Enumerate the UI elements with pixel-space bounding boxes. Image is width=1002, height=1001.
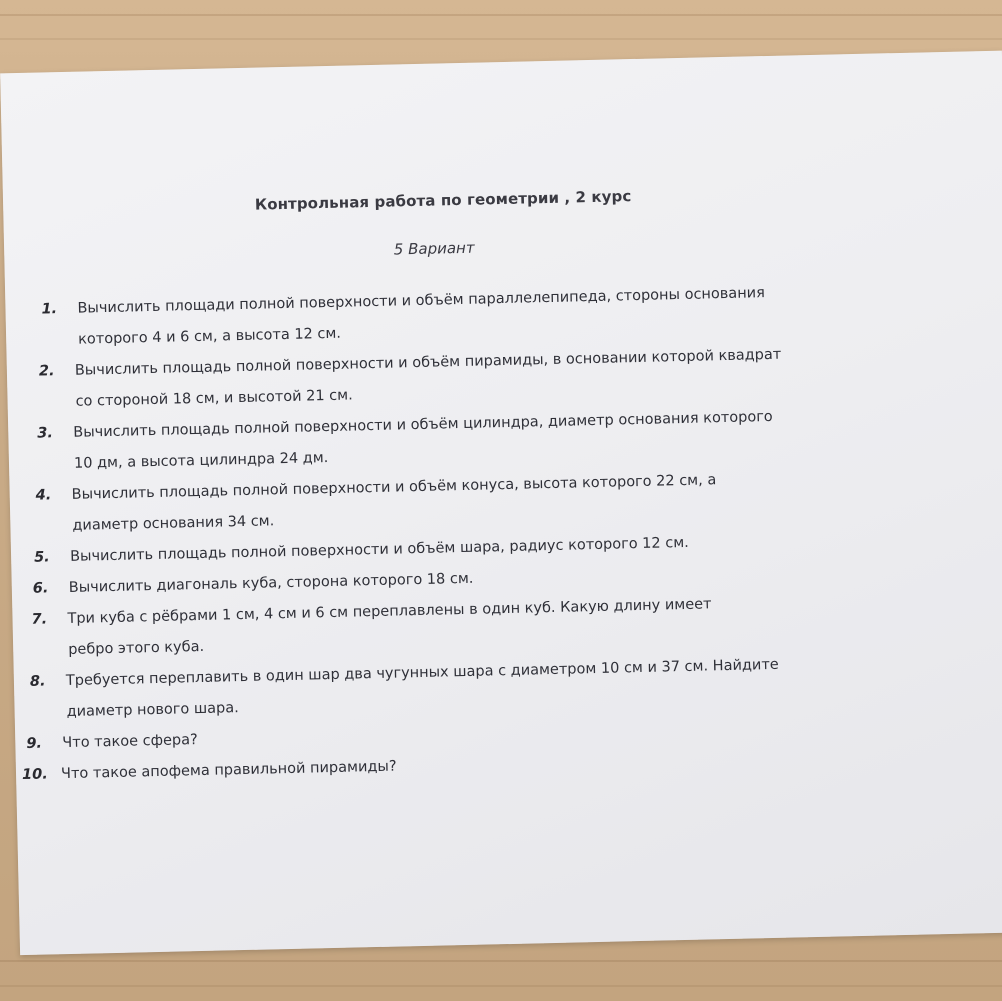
- task-number: 8.: [29, 673, 46, 690]
- task-line: Требуется переплавить в один шар два чугунных шара с диаметром 10 см и 37 см. Найдите: [65, 656, 779, 690]
- task-line: диаметр основания 34 см.: [72, 513, 275, 534]
- task-line: которого 4 и 6 см, а высота 12 см.: [78, 325, 342, 348]
- task-line: Что такое сфера?: [62, 732, 198, 752]
- task-number: 9.: [26, 735, 43, 752]
- task-number: 4.: [35, 487, 52, 504]
- wood-grain: [0, 38, 1002, 40]
- task-number: 6.: [32, 580, 49, 597]
- task-line: со стороной 18 см, и высотой 21 см.: [75, 387, 353, 410]
- task-line: ребро этого куба.: [68, 638, 205, 658]
- task-list: [5, 273, 1002, 792]
- task-line: Вычислить площади полной поверхности и объём параллелепипеда, стороны основания: [77, 285, 766, 317]
- wood-grain: [0, 14, 1002, 16]
- task-line: Три куба с рёбрами 1 см, 4 см и 6 см переплавлены в один куб. Какую длину имеет: [67, 596, 712, 627]
- task-line: Что такое апофема правильной пирамиды?: [60, 758, 397, 783]
- task-number: 2.: [38, 363, 55, 380]
- task-number: 1.: [41, 301, 58, 318]
- task-line: 10 дм, а высота цилиндра 24 дм.: [73, 450, 329, 472]
- paper-sheet: [0, 51, 1002, 956]
- variant-heading: 5 Вариант: [393, 238, 475, 259]
- task-line: Вычислить площадь полной поверхности и объём пирамиды, в основании которой квадрат: [74, 346, 782, 379]
- document-title: Контрольная работа по геометрии , 2 курс: [254, 187, 632, 214]
- task-line: Вычислить площадь полной поверхности и объём конуса, высота которого 22 см, а: [71, 472, 717, 503]
- wood-grain: [0, 985, 1002, 987]
- task-line: Вычислить площадь полной поверхности и объём цилиндра, диаметр основания которого: [73, 408, 773, 441]
- task-line: Вычислить диагональ куба, сторона которого 18 см.: [68, 570, 474, 596]
- task-number: 7.: [31, 611, 48, 628]
- task-number: 5.: [33, 549, 50, 566]
- task-line: диаметр нового шара.: [66, 700, 239, 721]
- task-number: 3.: [37, 425, 54, 442]
- task-number: 10.: [21, 766, 48, 784]
- task-line: Вычислить площадь полной поверхности и объём шара, радиус которого 12 см.: [69, 534, 689, 565]
- wood-grain: [0, 960, 1002, 962]
